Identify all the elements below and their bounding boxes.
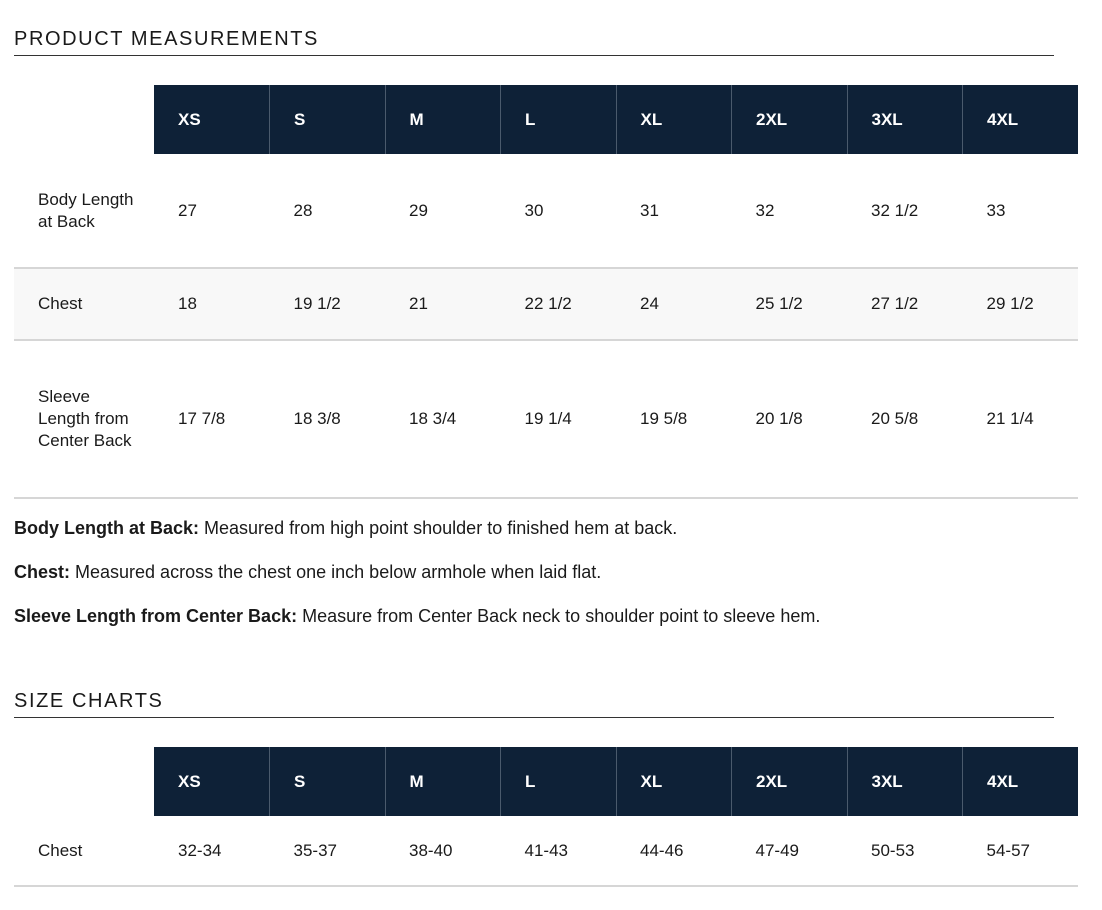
definition-chest xyxy=(14,561,1074,583)
table-cell: 21 xyxy=(385,268,501,340)
table-cell: 25 1/2 xyxy=(732,268,848,340)
measurements-header-row xyxy=(14,85,1078,154)
size-header-xs: XS xyxy=(154,85,270,154)
definition-text: Measured from high point shoulder to finished hem at back. xyxy=(199,518,678,538)
row-label-sleeve-length: Sleeve Length from Center Back xyxy=(14,340,154,498)
row-label-chest: Chest xyxy=(14,816,154,886)
definition-sleeve-length xyxy=(14,605,1074,627)
size-header-l: L xyxy=(501,747,617,816)
definition-term: Chest: xyxy=(14,562,71,582)
table-cell: 24 xyxy=(616,268,732,340)
table-cell: 20 1/8 xyxy=(732,340,848,498)
table-cell: 28 xyxy=(270,154,386,268)
table-cell: 32-34 xyxy=(154,816,270,886)
size-charts-title: SIZE CHARTS xyxy=(14,690,1054,718)
table-cell: 19 1/4 xyxy=(501,340,617,498)
table-cell: 27 1/2 xyxy=(847,268,963,340)
header-corner xyxy=(14,747,154,816)
size-header-m: M xyxy=(385,747,501,816)
table-cell: 41-43 xyxy=(501,816,617,886)
definition-term: Body Length at Back: xyxy=(14,518,200,538)
size-header-3xl: 3XL xyxy=(847,747,963,816)
measurements-title: PRODUCT MEASUREMENTS xyxy=(14,28,1054,56)
row-label-body-length: Body Length at Back xyxy=(14,154,154,268)
table-cell: 21 1/4 xyxy=(963,340,1079,498)
table-row xyxy=(14,154,1078,268)
table-cell: 44-46 xyxy=(616,816,732,886)
size-header-xs: XS xyxy=(154,747,270,816)
size-chart-header-row xyxy=(14,747,1078,816)
definition-body-length xyxy=(14,517,1074,539)
table-cell: 17 7/8 xyxy=(154,340,270,498)
table-cell: 19 1/2 xyxy=(270,268,386,340)
table-cell: 47-49 xyxy=(732,816,848,886)
table-cell: 18 3/4 xyxy=(385,340,501,498)
table-cell: 27 xyxy=(154,154,270,268)
table-cell: 38-40 xyxy=(385,816,501,886)
size-header-2xl: 2XL xyxy=(732,85,848,154)
size-header-xl: XL xyxy=(616,85,732,154)
header-corner xyxy=(14,85,154,154)
size-header-l: L xyxy=(501,85,617,154)
size-header-2xl: 2XL xyxy=(732,747,848,816)
table-cell: 20 5/8 xyxy=(847,340,963,498)
measurement-definitions xyxy=(14,517,1074,649)
size-header-4xl: 4XL xyxy=(963,85,1079,154)
table-cell: 19 5/8 xyxy=(616,340,732,498)
size-header-s: S xyxy=(270,747,386,816)
table-row xyxy=(14,340,1078,498)
definition-text: Measured across the chest one inch below armhole when laid flat. xyxy=(70,562,602,582)
table-cell: 18 3/8 xyxy=(270,340,386,498)
size-header-3xl: 3XL xyxy=(847,85,963,154)
table-row xyxy=(14,268,1078,340)
size-header-m: M xyxy=(385,85,501,154)
table-cell: 32 xyxy=(732,154,848,268)
definition-term: Sleeve Length from Center Back: xyxy=(14,606,298,626)
table-cell: 22 1/2 xyxy=(501,268,617,340)
size-header-4xl: 4XL xyxy=(963,747,1079,816)
table-row xyxy=(14,816,1078,886)
table-cell: 18 xyxy=(154,268,270,340)
table-cell: 29 xyxy=(385,154,501,268)
table-cell: 54-57 xyxy=(963,816,1079,886)
table-cell: 31 xyxy=(616,154,732,268)
measurements-table xyxy=(14,85,1078,499)
table-cell: 32 1/2 xyxy=(847,154,963,268)
size-chart-table xyxy=(14,747,1078,887)
size-header-s: S xyxy=(270,85,386,154)
size-header-xl: XL xyxy=(616,747,732,816)
table-cell: 33 xyxy=(963,154,1079,268)
table-cell: 35-37 xyxy=(270,816,386,886)
table-cell: 29 1/2 xyxy=(963,268,1079,340)
row-label-chest: Chest xyxy=(14,268,154,340)
table-cell: 30 xyxy=(501,154,617,268)
definition-text: Measure from Center Back neck to shoulder point to sleeve hem. xyxy=(297,606,821,626)
table-cell: 50-53 xyxy=(847,816,963,886)
